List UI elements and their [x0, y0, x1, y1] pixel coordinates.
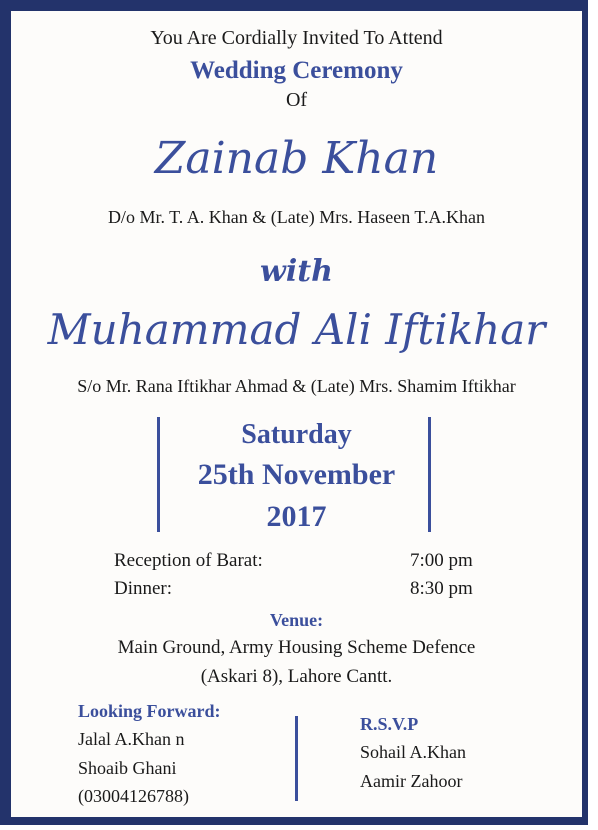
groom-parents: S/o Mr. Rana Iftikhar Ahmad & (Late) Mrs. Shamim Iftikhar [77, 376, 516, 396]
date-day: Saturday [241, 419, 352, 450]
schedule-time: 7:00 pm [410, 550, 473, 571]
date-full: 25th November [197, 458, 396, 491]
host-phone: (03004126788) [78, 786, 189, 806]
host-line: Jalal A.Khan n [78, 729, 185, 749]
venue-heading: Venue: [269, 610, 324, 630]
intro-text: You Are Cordially Invited To Attend [150, 27, 443, 49]
invitation-card [11, 11, 582, 817]
schedule-time: 8:30 pm [410, 578, 473, 599]
venue-line: Main Ground, Army Housing Scheme Defence [117, 637, 476, 658]
footer-divider [295, 716, 298, 801]
rsvp-line: Aamir Zahoor [360, 771, 463, 791]
with-text: with [260, 254, 333, 289]
of-text: Of [285, 89, 308, 111]
groom-name: Muhammad Ali Iftikhar [47, 305, 546, 354]
venue-line: (Askari 8), Lahore Cantt. [200, 666, 393, 687]
host-line: Shoaib Ghani [78, 758, 177, 778]
rsvp-line: Sohail A.Khan [360, 742, 466, 762]
event-title: Wedding Ceremony [190, 57, 403, 84]
schedule-label: Dinner: [114, 578, 173, 599]
bride-name: Zainab Khan [154, 133, 439, 184]
looking-forward-heading: Looking Forward: [78, 701, 221, 721]
rsvp-heading: R.S.V.P [360, 714, 419, 734]
date-year: 2017 [266, 500, 327, 533]
schedule-label: Reception of Barat: [114, 550, 263, 571]
bride-parents: D/o Mr. T. A. Khan & (Late) Mrs. Haseen T.A.Khan [107, 207, 486, 227]
